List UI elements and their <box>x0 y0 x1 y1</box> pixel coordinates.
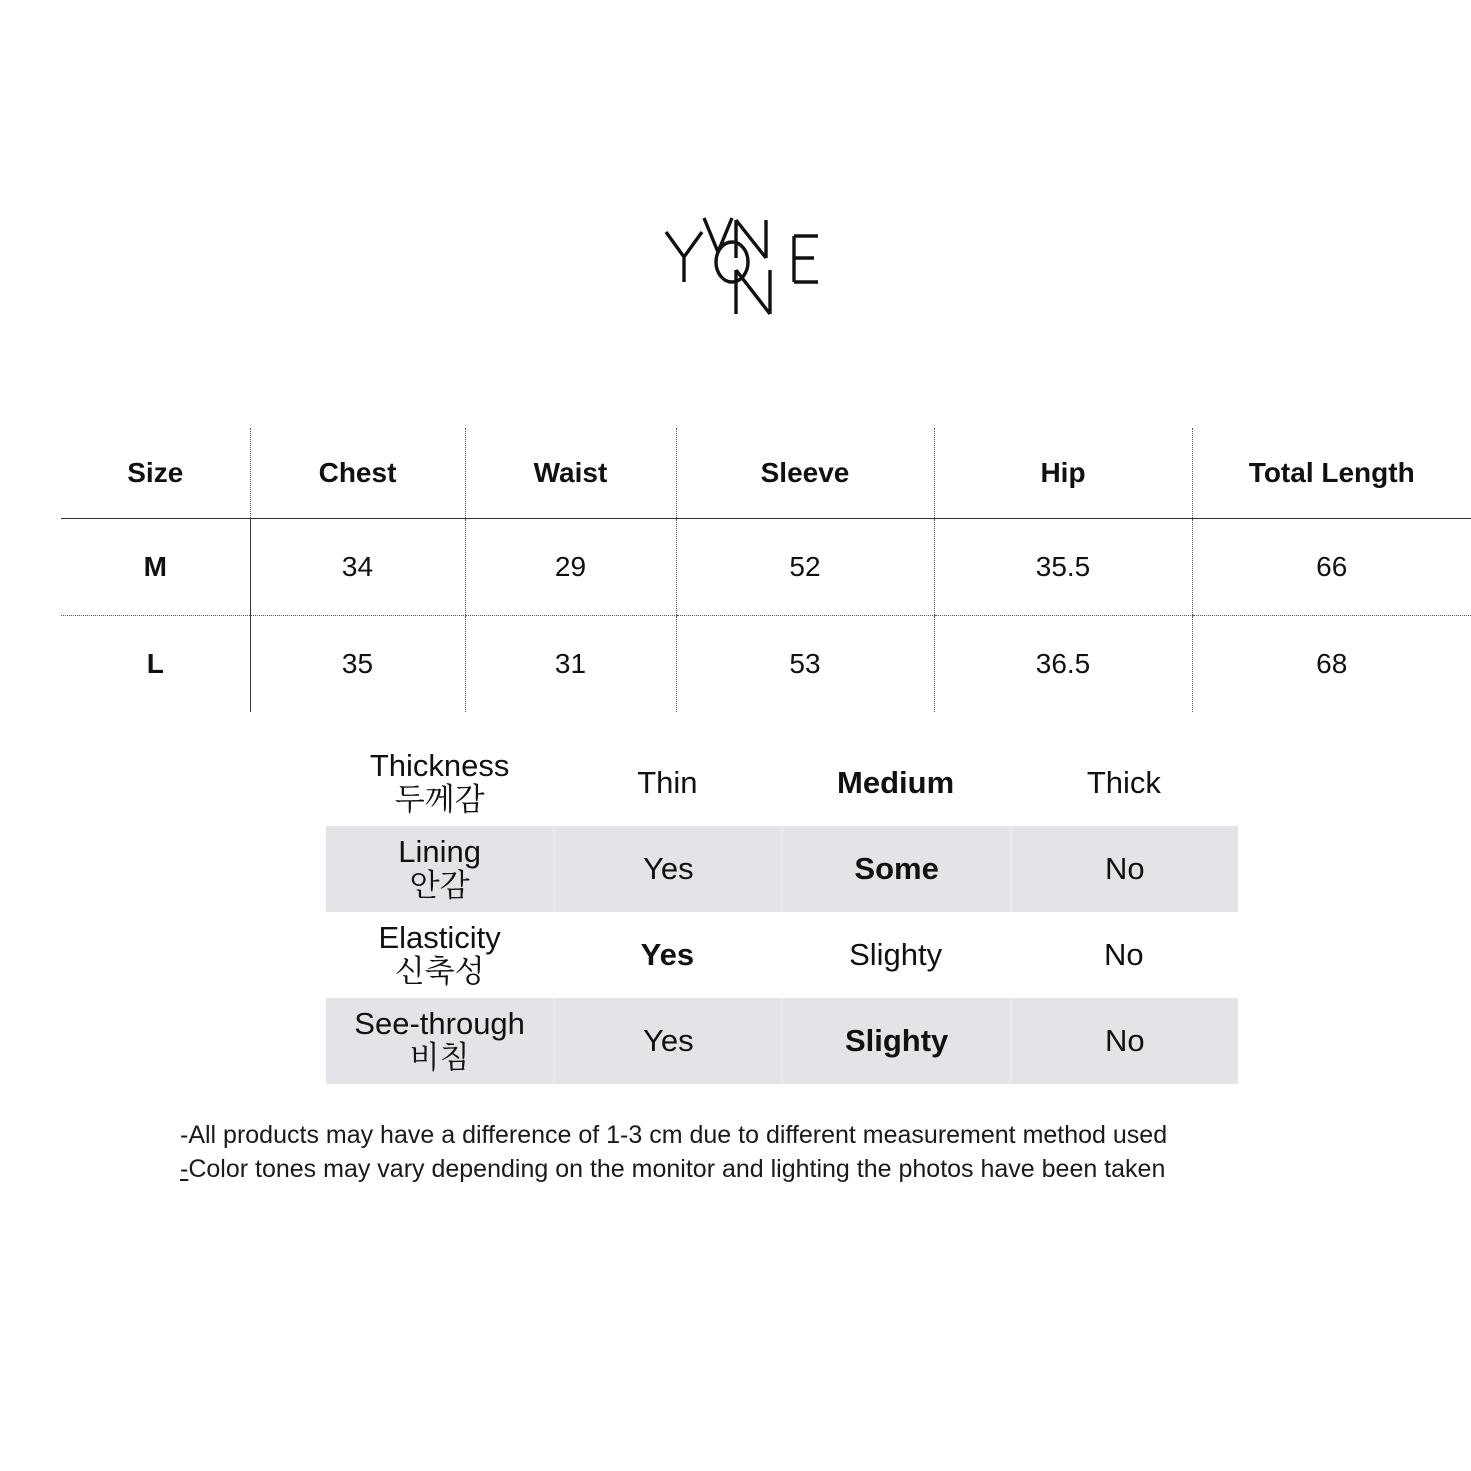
attribute-name: Thickness <box>369 748 510 783</box>
size-cell: L <box>146 648 164 679</box>
header-size: Size <box>61 428 250 519</box>
size-cell: M <box>61 519 250 616</box>
fabric-attribute-label <box>326 740 553 826</box>
note-color-dash: - <box>180 1155 189 1183</box>
fabric-row-lining <box>326 826 1238 912</box>
fabric-option: Thick <box>1086 765 1161 800</box>
fabric-attribute-label <box>326 912 553 998</box>
fabric-row-see-through <box>326 998 1238 1084</box>
fabric-option-selected: Slighty <box>781 998 1009 1084</box>
fabric-option-selected: Some <box>781 826 1009 912</box>
table-row <box>61 519 1471 616</box>
header-waist: Waist <box>465 428 676 519</box>
hip-cell: 35.5 <box>934 519 1192 616</box>
attribute-name: Lining <box>398 834 481 869</box>
fabric-option: Yes <box>553 826 781 912</box>
attribute-name-korean: 신축성 <box>394 954 485 989</box>
fabric-details-table <box>326 740 1238 1084</box>
attribute-name: See-through <box>354 1006 525 1041</box>
note-measurement: -All products may have a difference of 1-3 cm due to different measurement method used <box>180 1121 1168 1149</box>
fabric-option: Thin <box>637 765 698 800</box>
table-row <box>61 616 1471 713</box>
attribute-name-korean: 안감 <box>409 868 470 903</box>
header-total-length: Total Length <box>1192 428 1471 519</box>
fabric-option: Slighty <box>849 937 943 972</box>
header-hip: Hip <box>934 428 1192 519</box>
fabric-attribute-label <box>326 826 553 912</box>
waist-cell: 29 <box>465 519 676 616</box>
fabric-option: No <box>1104 937 1144 972</box>
total-length-cell: 68 <box>1192 616 1471 713</box>
header-sleeve: Sleeve <box>676 428 934 519</box>
fabric-option: Yes <box>553 998 781 1084</box>
fabric-option-selected: Yes <box>640 937 695 972</box>
chest-cell: 35 <box>250 616 465 713</box>
brand-logo <box>660 212 830 322</box>
hip-cell: 36.5 <box>934 616 1192 713</box>
size-table-header-row <box>61 428 1471 519</box>
note-color-text: Color tones may vary depending on the monitor and lighting the photos have been taken <box>188 1155 1166 1183</box>
disclaimer-notes <box>180 1118 1380 1186</box>
attribute-name-korean: 비침 <box>409 1040 470 1075</box>
fabric-option-selected: Medium <box>837 765 955 800</box>
brand-logo-mark <box>660 212 830 322</box>
header-chest: Chest <box>250 428 465 519</box>
total-length-cell: 66 <box>1192 519 1471 616</box>
sleeve-cell: 53 <box>676 616 934 713</box>
fabric-option: No <box>1010 998 1238 1084</box>
size-chart-table <box>61 428 1471 712</box>
waist-cell: 31 <box>465 616 676 713</box>
attribute-name: Elasticity <box>378 920 501 955</box>
fabric-option: No <box>1010 826 1238 912</box>
fabric-attribute-label <box>326 998 553 1084</box>
note-color <box>180 1152 1380 1186</box>
fabric-row-thickness <box>326 740 1238 826</box>
chest-cell: 34 <box>250 519 465 616</box>
sleeve-cell: 52 <box>676 519 934 616</box>
fabric-row-elasticity <box>326 912 1238 998</box>
attribute-name-korean: 두께감 <box>394 782 485 817</box>
